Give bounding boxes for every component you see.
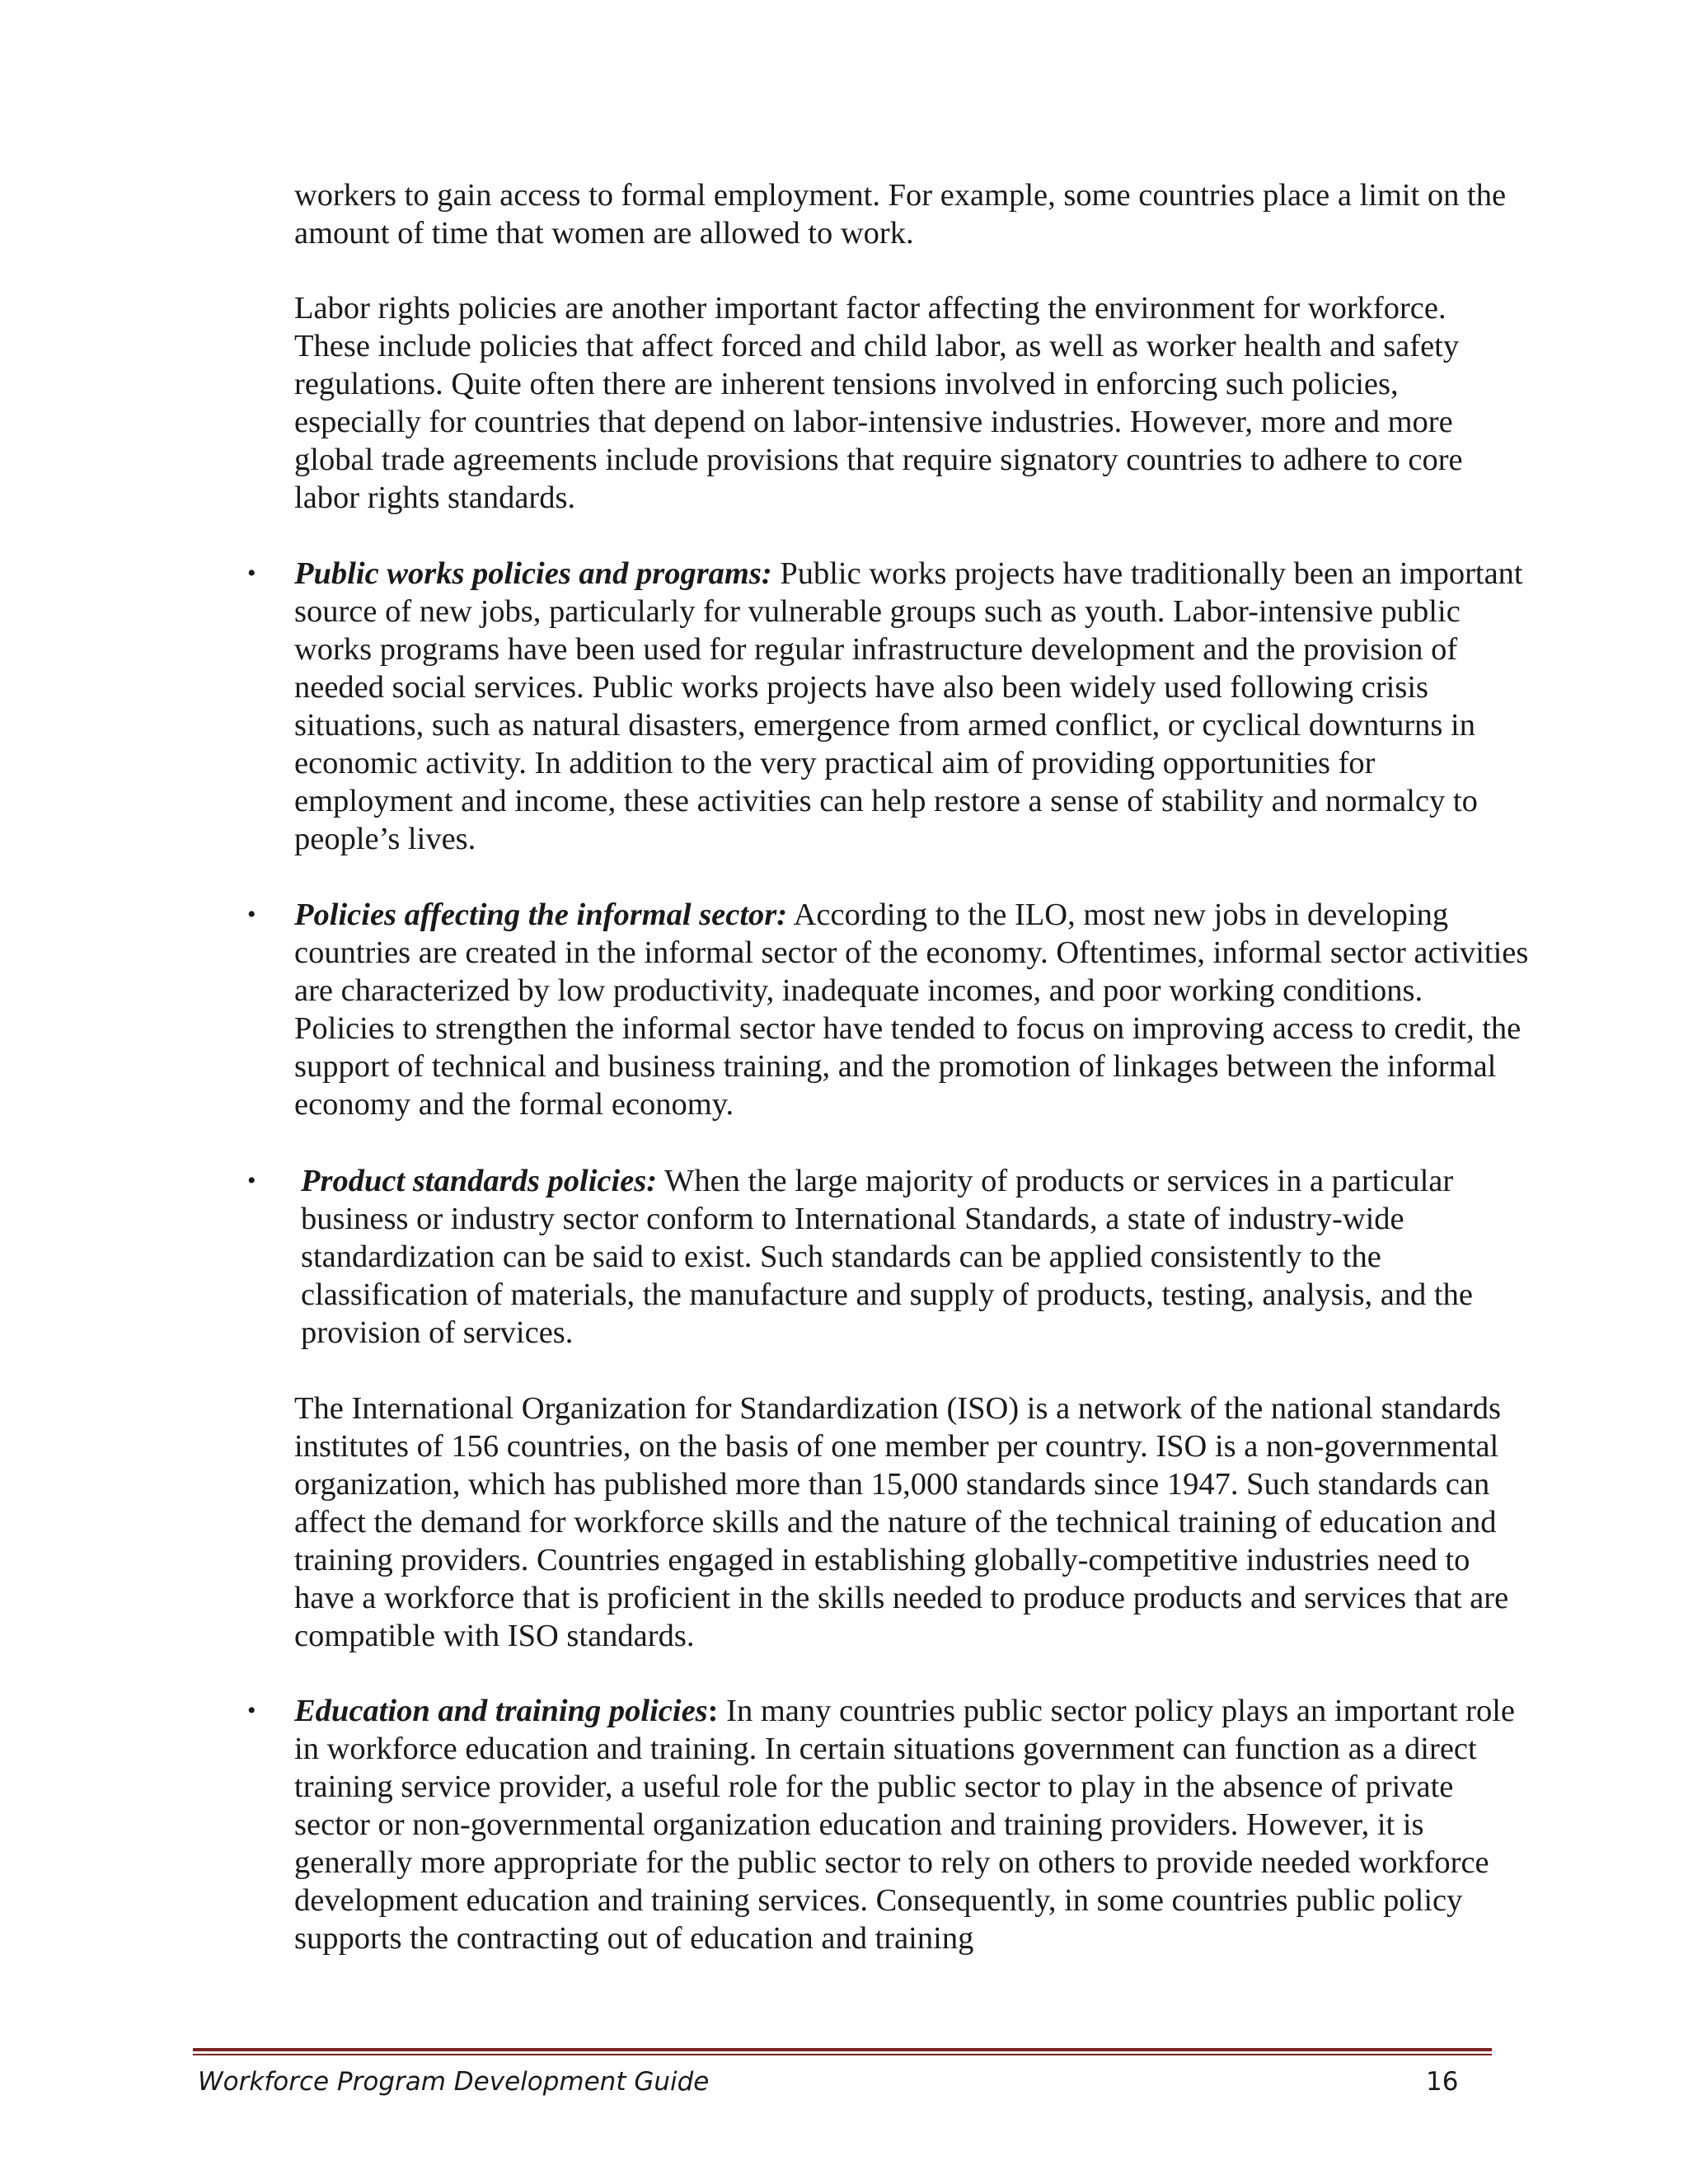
bullet-description: In many countries public sector policy plays an important role in workforce education and training. In certain situations government can function as a direct training service provider, a useful role for the public sector to play in the absence of private sector or non-governmental organization education and training providers. However, it is generally more appropriate for the public sector to rely on others to provide needed workforce development education and training services. Consequently, in some countries public policy supports the contracting out of education and training: [294, 1694, 1516, 1956]
bullet-description: When the large majority of products or services in a particular business or industry sector conform to International Standards, a state of industry-wide standardization can be said to exist. Such standards can be applied consistently to the classification of materials, the manufacture and supply of products, testing, analysis, and the provision of services.: [301, 1164, 1473, 1350]
paragraph-text: Labor rights policies are another important factor affecting the environment for workforce. These include policies that affect forced and child labor, as well as worker health and safety regulations. Quite often there are inherent tensions involved in enforcing such policies, especially for countries that depend on labor-intensive industries. However, more and more global trade agreements include provisions that require signatory countries to adhere to core labor rights standards.: [294, 291, 1463, 515]
paragraph-women-work-limits: [294, 176, 1514, 252]
bullet-text: [294, 1692, 1531, 1957]
paragraph-text: workers to gain access to formal employment. For example, some countries place a limit on the amount of time that women are allowed to work.: [294, 178, 1507, 251]
footer-rule-thin: [193, 2054, 1492, 2055]
bullet-icon: •: [247, 901, 256, 928]
bullet-text: [301, 1162, 1537, 1352]
bullet-icon: •: [247, 560, 256, 587]
page-number: 16: [1426, 2067, 1459, 2097]
bullet-description: Public works projects have traditionally been an important source of new jobs, particularly for vulnerable groups such as youth. Labor-intensive public works programs have been used for regular infrastructure development and the provision of needed social services. Public works projects have also been widely used following crisis situations, such as natural disasters, emergence from armed conflict, or cyclical downturns in economic activity. In addition to the very practical aim of providing opportunities for employment and income, these activities can help restore a sense of stability and normalcy to people’s lives.: [294, 556, 1523, 856]
bullet-label: Public works policies and programs:: [294, 556, 772, 591]
bullet-label: Policies affecting the informal sector:: [294, 898, 788, 932]
footer-title: Workforce Program Development Guide: [198, 2067, 710, 2097]
bullet-icon: •: [247, 1697, 256, 1724]
bullet-icon: •: [247, 1167, 256, 1194]
bullet-text: [294, 896, 1531, 1123]
footer-rule-thick: [193, 2048, 1492, 2051]
paragraph-iso: [294, 1390, 1514, 1655]
paragraph-labor-rights: [294, 289, 1514, 517]
bullet-label: Education and training policies: [294, 1694, 708, 1728]
bullet-description: According to the ILO, most new jobs in developing countries are created in the informal sector of the economy. Oftentimes, informal sector activities are characterized by low productivity, inadequate incomes, and poor working conditions. Policies to strengthen the informal sector have tended to focus on improving access to credit, the support of technical and business training, and the promotion of linkages between the informal economy and the formal economy.: [294, 898, 1529, 1122]
bullet-label: Product standards policies:: [301, 1164, 658, 1198]
paragraph-text: The International Organization for Standardization (ISO) is a network of the national standards institutes of 156 countries, on the basis of one member per country. ISO is a non-governmental organization, which has published more than 15,000 standards since 1947. Such standards can affect the demand for workforce skills and the nature of the technical training of education and training providers. Countries engaged in establishing globally-competitive industries need to have a workforce that is proficient in the skills needed to produce products and services that are compatible with ISO standards.: [294, 1391, 1509, 1653]
bullet-label-colon: :: [707, 1694, 719, 1728]
bullet-text: [294, 555, 1531, 858]
